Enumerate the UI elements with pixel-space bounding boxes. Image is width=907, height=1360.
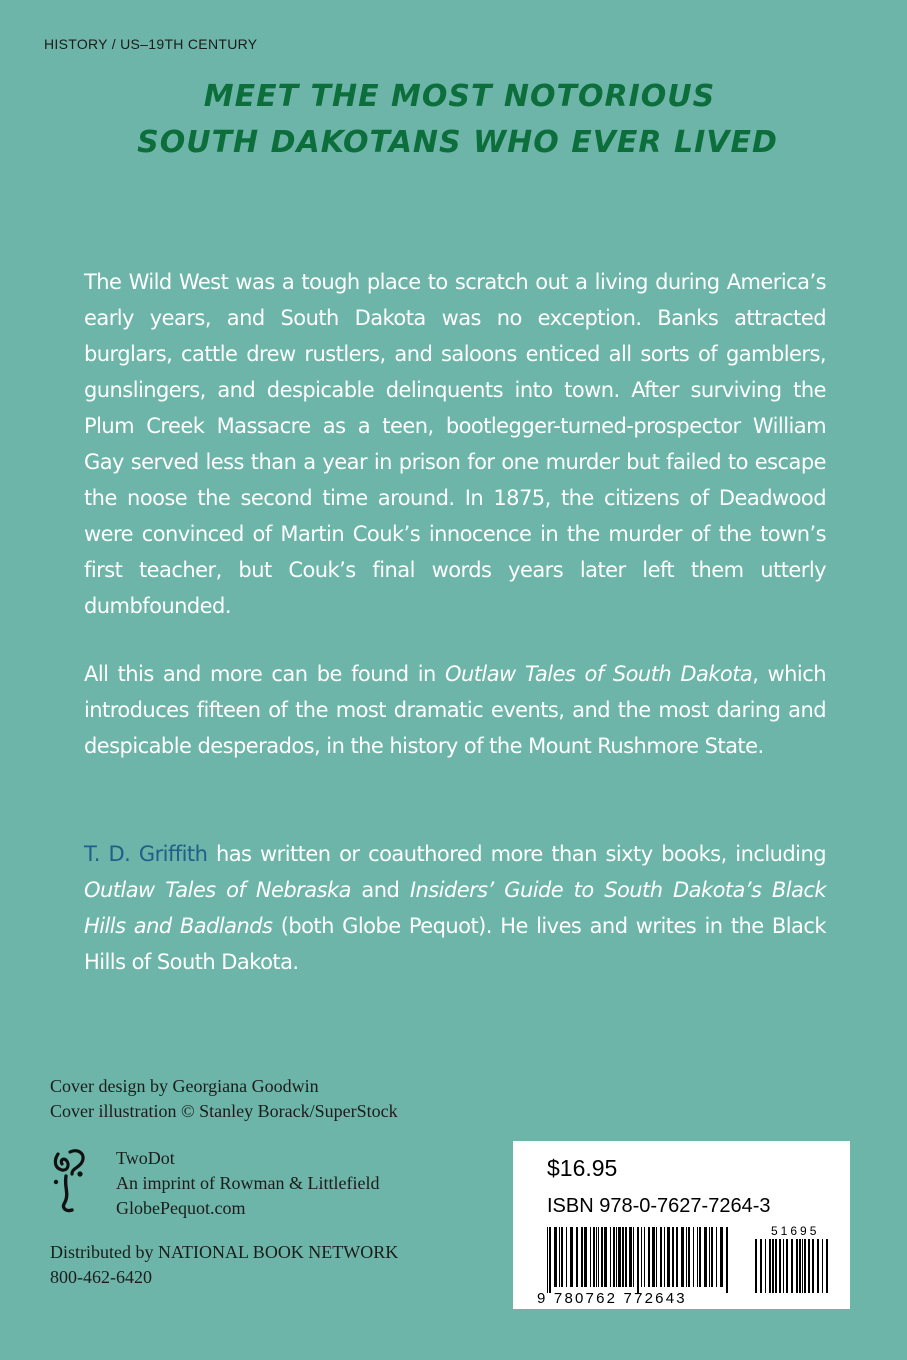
barcode-bar bbox=[796, 1239, 798, 1293]
barcode-bar bbox=[711, 1227, 713, 1287]
barcode-bar bbox=[559, 1227, 560, 1287]
barcode-bar bbox=[566, 1227, 567, 1287]
barcode-bar bbox=[622, 1227, 624, 1287]
barcode-bar bbox=[686, 1227, 687, 1287]
author-book-1: Outlaw Tales of Nebraska bbox=[84, 878, 351, 902]
barcode-bar bbox=[598, 1227, 599, 1287]
barcode-bar bbox=[596, 1227, 597, 1287]
description-paragraph-1: The Wild West was a tough place to scratch out a living during America’s early years, and South Dakota was no exception. Banks attracted burglars, cattle drew rustlers, and saloons enticed all sorts of gamblers, gunslingers, and despicable delinquents into town. After surviving the Plum Creek Massacre as a teen, bootlegger-turned-prospector William Gay served less than a year in prison for one murder but failed to escape the noose the second time around. In 1875, the citizens of Deadwood were convinced of Martin Couk’s innocence in the murder of the town’s first teacher, but Couk’s final words years later left them utterly dumbfounded. bbox=[84, 270, 826, 618]
isbn-label: ISBN 978-0-7627-7264-3 bbox=[547, 1195, 771, 1217]
barcode-bar bbox=[676, 1227, 678, 1287]
barcode-bar bbox=[688, 1227, 690, 1287]
barcode-bar bbox=[549, 1227, 551, 1293]
publisher-imprint: An imprint of Rowman & Littlefield bbox=[116, 1173, 380, 1193]
paragraph-2-end: , which introduces fifteen of the most dramatic events, and the most daring and despicable desperados, in the history of the Mount Rushmore State. bbox=[84, 662, 826, 758]
cover-design-credit: Cover design by Georgiana Goodwin bbox=[50, 1076, 319, 1096]
barcode-bar bbox=[799, 1239, 801, 1293]
barcode-bar bbox=[629, 1227, 632, 1287]
paragraph-2-start: All this and more can be found in bbox=[84, 662, 445, 686]
author-bio-text-2: and bbox=[350, 878, 410, 902]
barcode-bar bbox=[822, 1239, 823, 1293]
barcode-bar bbox=[826, 1239, 828, 1293]
barcode-bar bbox=[716, 1227, 717, 1287]
publisher-website: GlobePequot.com bbox=[116, 1198, 246, 1218]
price-code-bars bbox=[755, 1239, 828, 1293]
barcode-bar bbox=[604, 1227, 607, 1287]
barcode-bar bbox=[693, 1227, 694, 1287]
barcode-bar bbox=[625, 1227, 627, 1287]
barcode-bar bbox=[581, 1227, 583, 1287]
barcode-bar bbox=[775, 1239, 777, 1293]
barcode-bar bbox=[656, 1227, 657, 1287]
barcode-bar bbox=[570, 1227, 573, 1287]
barcode-bar bbox=[664, 1227, 665, 1287]
barcode-bar bbox=[660, 1227, 662, 1287]
barcode-bar bbox=[786, 1239, 788, 1293]
barcode-bar bbox=[633, 1227, 634, 1287]
barcode-bar bbox=[644, 1227, 645, 1287]
barcode-bar bbox=[812, 1239, 814, 1293]
barcode-bar bbox=[637, 1227, 639, 1293]
barcode-bar bbox=[601, 1227, 603, 1287]
barcode-bar bbox=[817, 1239, 819, 1293]
barcode-bar bbox=[755, 1239, 757, 1293]
barcode-bar bbox=[593, 1227, 595, 1287]
price-code: 51695 bbox=[771, 1225, 820, 1238]
author-name: T. D. Griffith bbox=[84, 842, 208, 866]
barcode-bar bbox=[699, 1227, 701, 1287]
barcode-bar bbox=[610, 1227, 611, 1287]
cover-illustration-credit: Cover illustration © Stanley Borack/SuperStock bbox=[50, 1101, 398, 1121]
book-title: Outlaw Tales of South Dakota bbox=[444, 662, 753, 686]
barcode-bar bbox=[616, 1227, 617, 1287]
headline-line-2: SOUTH DAKOTANS WHO EVER LIVED bbox=[137, 125, 778, 160]
twodot-logo-icon bbox=[50, 1146, 90, 1216]
headline bbox=[0, 74, 907, 166]
distribution-info bbox=[50, 1240, 398, 1290]
category-label: HISTORY / US–19TH CENTURY bbox=[44, 36, 258, 52]
distributor-line: Distributed by NATIONAL BOOK NETWORK bbox=[50, 1242, 399, 1262]
publisher-name: TwoDot bbox=[116, 1148, 175, 1168]
barcode-box bbox=[513, 1141, 850, 1309]
barcode-bar bbox=[590, 1227, 591, 1287]
barcode-bar bbox=[641, 1227, 642, 1287]
barcode-bar bbox=[672, 1227, 674, 1287]
barcode-bar bbox=[704, 1227, 707, 1287]
barcode-bar bbox=[554, 1227, 557, 1287]
barcode-icon bbox=[535, 1225, 835, 1305]
barcode-bar bbox=[681, 1227, 684, 1287]
barcode-bar bbox=[697, 1227, 698, 1287]
price-label: $16.95 bbox=[547, 1155, 618, 1181]
barcode-bar bbox=[561, 1227, 563, 1287]
barcode-bar bbox=[772, 1239, 774, 1293]
barcode-bar bbox=[791, 1239, 793, 1293]
barcode-bar bbox=[779, 1239, 781, 1293]
barcode-bar bbox=[547, 1227, 548, 1293]
distributor-phone: 800-462-6420 bbox=[50, 1267, 152, 1287]
ean-bars bbox=[547, 1227, 728, 1293]
headline-line-1: MEET THE MOST NOTORIOUS bbox=[203, 79, 716, 114]
barcode-bar bbox=[618, 1227, 621, 1287]
barcode-bar bbox=[667, 1227, 670, 1287]
barcode-bar bbox=[804, 1239, 806, 1293]
barcode-bar bbox=[760, 1239, 762, 1293]
barcode-bar bbox=[576, 1227, 578, 1287]
barcode-bar bbox=[720, 1227, 723, 1287]
barcode-bar bbox=[709, 1227, 710, 1287]
author-bio bbox=[84, 836, 826, 980]
barcode-bar bbox=[613, 1227, 615, 1287]
cover-credits bbox=[50, 1074, 398, 1124]
barcode-bar bbox=[765, 1239, 766, 1293]
barcode-bar bbox=[726, 1227, 728, 1293]
ean-digits: 9 780762 772643 bbox=[537, 1290, 687, 1305]
description-paragraph-2 bbox=[84, 656, 826, 764]
author-bio-text-3: (both Globe Pequot). He lives and writes in the Black Hills of South Dakota. bbox=[84, 914, 826, 974]
barcode-bar bbox=[808, 1239, 810, 1293]
author-book-2: Insiders’ Guide to South Dakota’s Black Hills and Badlands bbox=[84, 878, 826, 938]
author-bio-text-1: has written or coauthored more than sixty books, including bbox=[207, 842, 826, 866]
barcode-bar bbox=[783, 1239, 784, 1293]
barcode-bar bbox=[802, 1239, 803, 1293]
barcode-bar bbox=[584, 1227, 587, 1287]
barcode-bar bbox=[648, 1227, 650, 1287]
barcode-bar bbox=[769, 1239, 771, 1293]
barcode-bar bbox=[652, 1227, 655, 1287]
